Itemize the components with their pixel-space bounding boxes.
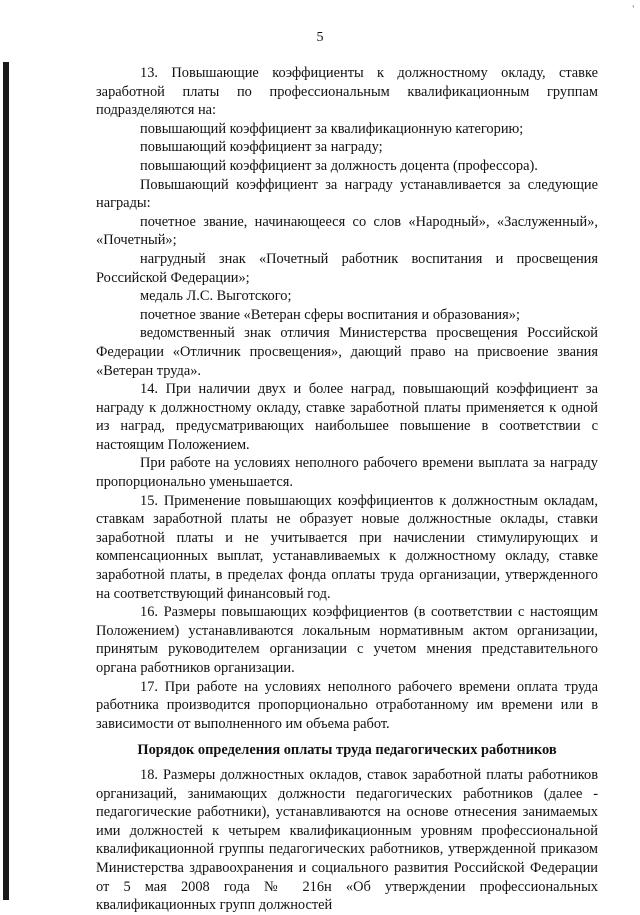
page-number: 5 [316, 30, 324, 45]
list-item-honorary-title: почетное звание, начинающееся со слов «Народный», «Заслуженный», «Почетный»; [96, 213, 598, 249]
list-item-award: повышающий коэффициент за награду; [140, 139, 383, 156]
list-item-vygotsky-medal: медаль Л.С. Выготского; [140, 288, 292, 305]
section-heading: Порядок определения оплаты труда педагогических работников [137, 742, 557, 759]
paragraph-15: 15. Применение повышающих коэффициентов к должностным окладам, ставкам заработной платы не образует новые должностные оклады, ставки заработной платы и не учитывается при начислении стимулирующих и компенсационных выплат, устанавливаемых к должностному окладу, ставке заработной платы, в пределах фонда оплаты труда организации, утвержденного на соответствующий финансовый год. [96, 492, 598, 602]
document-body [96, 64, 598, 915]
list-item-badge: нагрудный знак «Почетный работник воспитания и просвещения Российской Федерации»; [96, 250, 598, 286]
paragraph-14: 14. При наличии двух и более наград, повышающий коэффициент за награду к должностному окладу, ставке заработной платы применяется к одной из наград, предусматривающих наибольшее повышение в соответствии с настоящим Положением. [96, 381, 598, 453]
paragraph-17: 17. При работе на условиях неполного рабочего времени оплата труда работника производится пропорционально отработанному им времени или в зависимости от выполненного им объема работ. [96, 678, 598, 732]
scan-edge-bar [3, 62, 9, 900]
paragraph-part-time-award: При работе на условиях неполного рабочего времени выплата за награду пропорционально уменьшается. [96, 455, 598, 491]
list-item-veteran-title: почетное звание «Ветеран сферы воспитания и образования»; [140, 306, 520, 323]
list-item-qualification: повышающий коэффициент за квалификационную категорию; [140, 120, 524, 137]
paragraph-16: 16. Размеры повышающих коэффициентов (в соответствии с настоящим Положением) устанавливаются локальным нормативным актом организации, принятым руководителем организации с учетом мнения представительного органа работников организации. [96, 604, 598, 676]
corner-mark: ' [632, 4, 634, 14]
list-item-docent: повышающий коэффициент за должность доцента (профессора). [140, 157, 538, 174]
paragraph-18: 18. Размеры должностных окладов, ставок заработной платы работников организаций, занимающих должности педагогических работников (далее - педагогические работники), устанавливаются на основе отнесения занимаемых ими должностей к четырем квалификационным уровням профессиональной квалификационной группы педагогических работников, утвержденной приказом Министерства здравоохранения и социального развития Российской Федерации от 5 мая 2008 года № 216н «Об утверждении профессиональных квалификационных групп должностей [96, 766, 598, 914]
paragraph-awards-intro: Повышающий коэффициент за награду устанавливается за следующие награды: [96, 176, 598, 212]
paragraph-13: 13. Повышающие коэффициенты к должностному окладу, ставке заработной платы по профессиональным квалификационным группам подразделяются на: [96, 65, 598, 119]
list-item-excellence-sign: ведомственный знак отличия Министерства просвещения Российской Федерации «Отличник просвещения», дающий право на присвоение звания «Ветеран труда». [96, 325, 598, 379]
